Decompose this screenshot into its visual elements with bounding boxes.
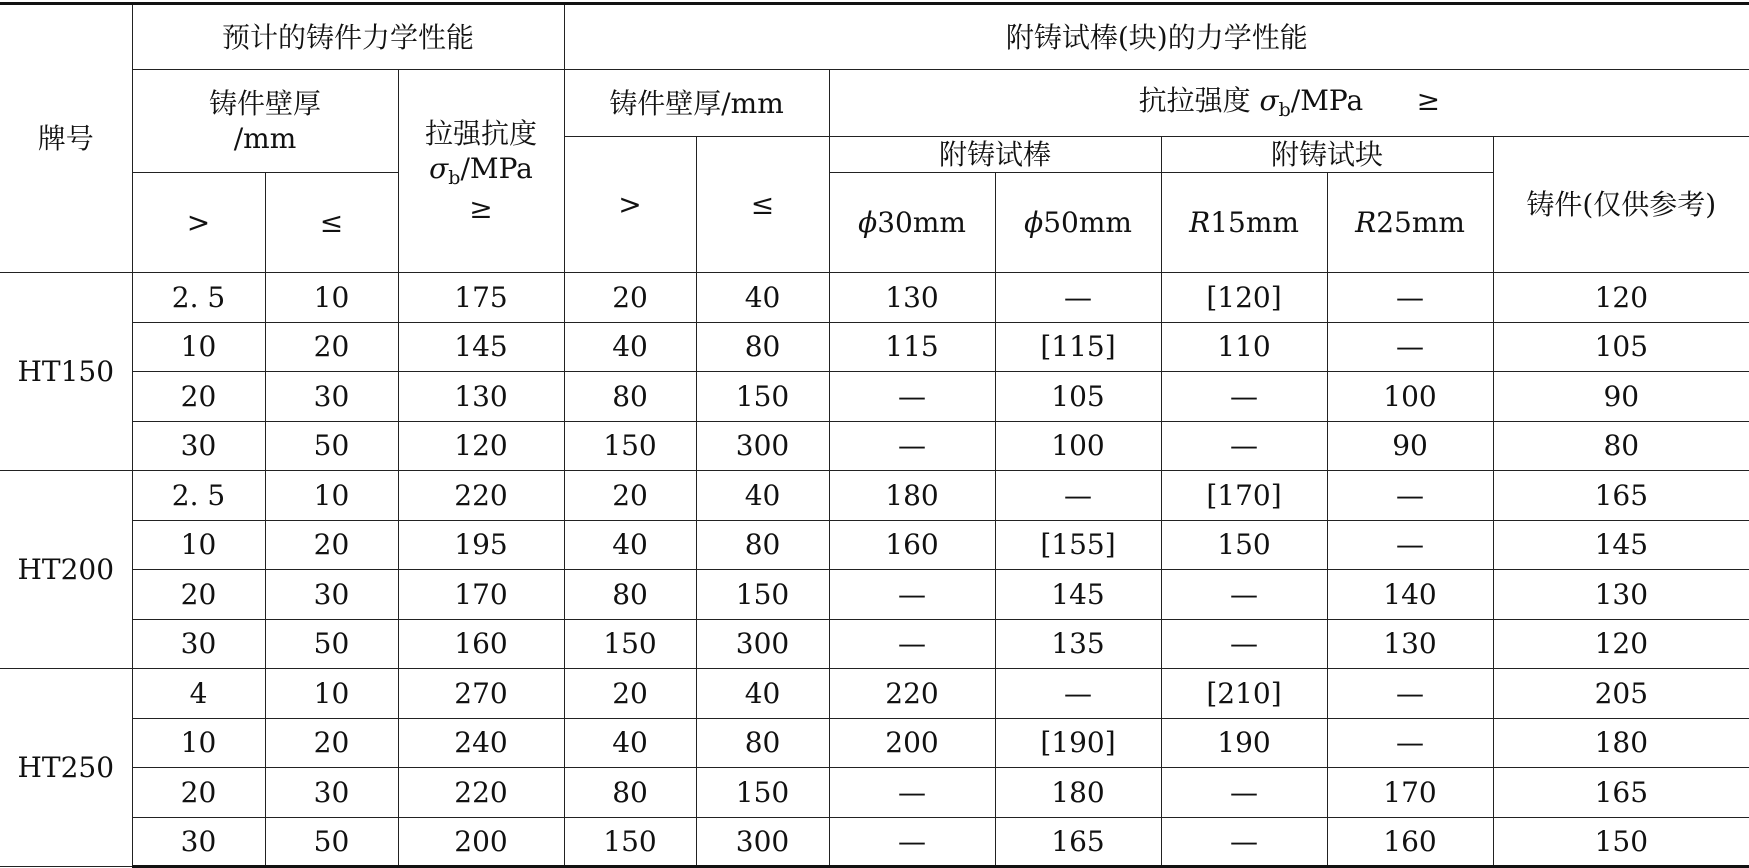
- table-cell: —: [1161, 421, 1327, 471]
- attached-sigma-symbol: σ: [1259, 84, 1279, 118]
- table-cell: —: [829, 817, 995, 867]
- table-cell: 50: [265, 421, 398, 471]
- table-cell: —: [1327, 322, 1493, 372]
- table-cell: —: [829, 768, 995, 818]
- table-cell: [120]: [1161, 273, 1327, 323]
- table-cell: 270: [398, 669, 564, 719]
- table-row: [0, 273, 1749, 323]
- header-tensile-ge: ≥: [469, 191, 493, 225]
- block-r25-label: 25mm: [1376, 206, 1465, 239]
- header-test-bar: 附铸试棒: [829, 137, 1161, 173]
- table-cell: 220: [829, 669, 995, 719]
- header-test-block: 附铸试块: [1161, 137, 1493, 173]
- table-cell: 80: [696, 718, 829, 768]
- table-cell: 160: [1327, 817, 1493, 867]
- table-cell: 170: [1327, 768, 1493, 818]
- header-wall-thickness: [132, 70, 398, 173]
- table-cell: 80: [1493, 421, 1749, 471]
- block-r15-label: 15mm: [1210, 206, 1299, 239]
- table-cell: 165: [1493, 471, 1749, 521]
- table-cell: 160: [829, 520, 995, 570]
- table-cell: 20: [564, 669, 696, 719]
- header-grade: 牌号: [0, 4, 132, 273]
- table-cell: 10: [132, 520, 265, 570]
- table-cell: 40: [696, 669, 829, 719]
- table-cell: 2. 5: [132, 273, 265, 323]
- header-wall-thickness-unit: /mm: [233, 122, 297, 155]
- table-row: [0, 372, 1749, 422]
- grade-cell: HT150: [0, 273, 132, 471]
- table-cell: 20: [132, 570, 265, 620]
- header-predicted-properties: 预计的铸件力学性能: [132, 4, 564, 70]
- table-cell: 100: [1327, 372, 1493, 422]
- table-cell: 100: [995, 421, 1161, 471]
- table-cell: —: [1161, 768, 1327, 818]
- table-cell: 20: [132, 372, 265, 422]
- table-cell: 20: [265, 718, 398, 768]
- table-cell: 10: [132, 718, 265, 768]
- table-cell: 80: [564, 570, 696, 620]
- table-cell: 120: [1493, 273, 1749, 323]
- table-cell: 145: [1493, 520, 1749, 570]
- table-cell: 130: [1327, 619, 1493, 669]
- table-cell: —: [1327, 471, 1493, 521]
- table-cell: —: [829, 570, 995, 620]
- header-attached-properties: 附铸试棒(块)的力学性能: [564, 4, 1749, 70]
- table-cell: 220: [398, 471, 564, 521]
- table-cell: 165: [1493, 768, 1749, 818]
- header-attached-tensile-label: 抗拉强度: [1138, 84, 1251, 118]
- table-cell: [210]: [1161, 669, 1327, 719]
- table-cell: —: [829, 619, 995, 669]
- table-cell: —: [995, 273, 1161, 323]
- table-cell: 170: [398, 570, 564, 620]
- table-cell: 20: [132, 768, 265, 818]
- header-attached-tensile: [829, 70, 1749, 137]
- table-cell: 30: [132, 817, 265, 867]
- table-cell: 120: [398, 421, 564, 471]
- table-cell: [190]: [995, 718, 1161, 768]
- attached-sigma-subscript: b: [1278, 99, 1291, 122]
- table-cell: 105: [1493, 322, 1749, 372]
- table-cell: 175: [398, 273, 564, 323]
- table-cell: 50: [265, 619, 398, 669]
- table-cell: 150: [1161, 520, 1327, 570]
- table-cell: —: [995, 669, 1161, 719]
- table-cell: 80: [696, 322, 829, 372]
- table-cell: 2. 5: [132, 471, 265, 521]
- table-cell: —: [1161, 619, 1327, 669]
- table-cell: 300: [696, 619, 829, 669]
- table-cell: —: [1161, 570, 1327, 620]
- table-cell: 190: [1161, 718, 1327, 768]
- header-block-r15: [1161, 173, 1327, 273]
- bar-30mm-label: 30mm: [877, 206, 966, 239]
- table-cell: 150: [564, 817, 696, 867]
- phi-symbol: ϕ: [1024, 206, 1044, 239]
- table-cell: 150: [564, 619, 696, 669]
- radius-symbol: R: [1355, 206, 1377, 239]
- header-attached-wall: 铸件壁厚/mm: [564, 70, 829, 137]
- table-row: [0, 669, 1749, 719]
- table-cell: [115]: [995, 322, 1161, 372]
- table-cell: 40: [696, 273, 829, 323]
- header-wall-thickness-label: 铸件壁厚: [208, 87, 321, 120]
- table-cell: —: [1327, 520, 1493, 570]
- table-cell: 20: [265, 322, 398, 372]
- table-row: [0, 817, 1749, 867]
- table-cell: 150: [696, 768, 829, 818]
- table-cell: 10: [132, 322, 265, 372]
- table-cell: 150: [696, 570, 829, 620]
- header-predicted-le: ≤: [265, 173, 398, 273]
- header-predicted-tensile: [398, 70, 564, 273]
- table-cell: 205: [1493, 669, 1749, 719]
- table-cell: 130: [1493, 570, 1749, 620]
- table-cell: 200: [398, 817, 564, 867]
- phi-symbol: ϕ: [858, 206, 878, 239]
- table-cell: 105: [995, 372, 1161, 422]
- table-cell: —: [1161, 817, 1327, 867]
- header-tensile-unit: /MPa: [460, 152, 533, 186]
- table-cell: 135: [995, 619, 1161, 669]
- table-cell: 160: [398, 619, 564, 669]
- grade-cell: HT200: [0, 471, 132, 669]
- radius-symbol: R: [1189, 206, 1211, 239]
- table-row: [0, 619, 1749, 669]
- table-cell: 150: [564, 421, 696, 471]
- header-attached-gt: >: [564, 137, 696, 273]
- table-cell: 80: [696, 520, 829, 570]
- table-row: [0, 718, 1749, 768]
- bar-50mm-label: 50mm: [1043, 206, 1132, 239]
- table-cell: —: [1161, 372, 1327, 422]
- table-cell: 4: [132, 669, 265, 719]
- header-predicted-gt: >: [132, 173, 265, 273]
- table-cell: 30: [265, 372, 398, 422]
- header-bar-50mm: [995, 173, 1161, 273]
- table-cell: 240: [398, 718, 564, 768]
- table-cell: 10: [265, 471, 398, 521]
- table-cell: 80: [564, 768, 696, 818]
- table-cell: —: [829, 421, 995, 471]
- table-cell: 30: [132, 421, 265, 471]
- table-cell: 180: [829, 471, 995, 521]
- table-cell: [170]: [1161, 471, 1327, 521]
- header-block-r25: [1327, 173, 1493, 273]
- table-cell: [155]: [995, 520, 1161, 570]
- table-row: [0, 322, 1749, 372]
- header-tensile-label: 拉强抗度: [425, 117, 538, 151]
- table-cell: 130: [829, 273, 995, 323]
- table-cell: 40: [564, 718, 696, 768]
- table-cell: 150: [1493, 817, 1749, 867]
- table-cell: 130: [398, 372, 564, 422]
- sigma-symbol: σ: [429, 152, 449, 186]
- table-cell: 110: [1161, 322, 1327, 372]
- table-cell: 30: [265, 570, 398, 620]
- header-attached-le: ≤: [696, 137, 829, 273]
- table-cell: 20: [265, 520, 398, 570]
- table-cell: 50: [265, 817, 398, 867]
- table-cell: —: [1327, 718, 1493, 768]
- table-cell: 140: [1327, 570, 1493, 620]
- table-row: [0, 768, 1749, 818]
- table-cell: 90: [1493, 372, 1749, 422]
- table-cell: 30: [265, 768, 398, 818]
- table-cell: 200: [829, 718, 995, 768]
- table-cell: 150: [696, 372, 829, 422]
- table-cell: 180: [1493, 718, 1749, 768]
- header-casting-reference: 铸件(仅供参考): [1493, 137, 1749, 273]
- header-attached-tensile-unit: /MPa ≥: [1290, 84, 1441, 118]
- table-cell: 195: [398, 520, 564, 570]
- table-cell: 115: [829, 322, 995, 372]
- table-cell: 80: [564, 372, 696, 422]
- table-cell: 165: [995, 817, 1161, 867]
- table-cell: 145: [398, 322, 564, 372]
- table-cell: —: [1327, 669, 1493, 719]
- table-cell: —: [1327, 273, 1493, 323]
- table-cell: 20: [564, 273, 696, 323]
- table-row: [0, 570, 1749, 620]
- table-row: [0, 471, 1749, 521]
- cast-iron-properties-table: [0, 2, 1749, 868]
- table-row: [0, 520, 1749, 570]
- table-cell: 145: [995, 570, 1161, 620]
- table-cell: 40: [564, 322, 696, 372]
- table-cell: —: [995, 471, 1161, 521]
- table-cell: 300: [696, 817, 829, 867]
- header-bar-30mm: [829, 173, 995, 273]
- sigma-subscript: b: [448, 167, 461, 190]
- table-cell: 300: [696, 421, 829, 471]
- table-cell: 10: [265, 273, 398, 323]
- grade-cell: HT250: [0, 669, 132, 867]
- table-body: [0, 4, 1749, 867]
- table-cell: 180: [995, 768, 1161, 818]
- table-cell: 10: [265, 669, 398, 719]
- table-cell: 90: [1327, 421, 1493, 471]
- table-cell: 30: [132, 619, 265, 669]
- table-cell: —: [829, 372, 995, 422]
- table-row: [0, 421, 1749, 471]
- table-cell: 220: [398, 768, 564, 818]
- table-cell: 120: [1493, 619, 1749, 669]
- table-cell: 40: [696, 471, 829, 521]
- table-cell: 20: [564, 471, 696, 521]
- table-cell: 40: [564, 520, 696, 570]
